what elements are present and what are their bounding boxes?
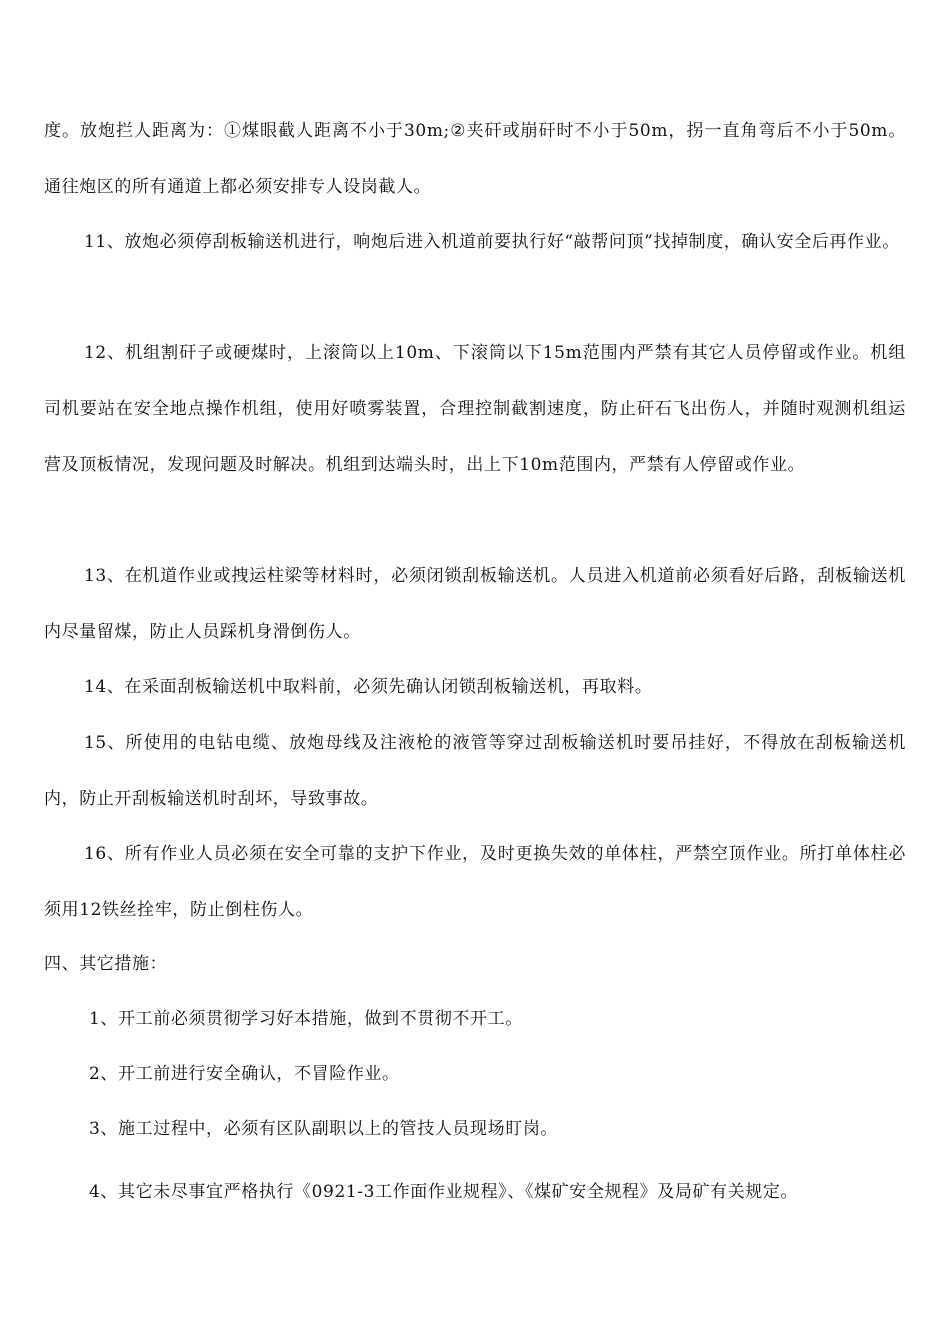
list-item-measure-3: 3、施工过程中，必须有区队副职以上的管技人员现场盯岗。: [89, 1119, 559, 1139]
paragraph-blasting-distance: 度。放炮拦人距离为：①煤眼截人距离不小于30m;②夹矸或崩矸时不小于50m，拐一直角弯后不小于50m。通往炮区的所有通道上都必须安排专人设岗截人。: [44, 121, 906, 197]
list-item-measure-4: 4、其它未尽事宜严格执行《0921-3工作面作业规程》、《煤矿安全规程》及局矿有关规定。: [89, 1182, 799, 1202]
paragraph-item-16: 16、所有作业人员必须在安全可靠的支护下作业，及时更换失效的单体柱，严禁空顶作业。所打单体柱必须用12铁丝拴牢，防止倒柱伤人。: [44, 844, 906, 920]
paragraph-item-12: 12、机组割矸子或硬煤时，上滚筒以上10m、下滚筒以下15m范围内严禁有其它人员停留或作业。机组司机要站在安全地点操作机组，使用好喷雾装置，合理控制截割速度，防止矸石飞出伤人，并随时观测机组运营及顶板情况，发现问题及时解决。机组到达端头时，出上下10m范围内，严禁有人停留或作业。: [44, 343, 906, 475]
list-item-measure-2: 2、开工前进行安全确认，不冒险作业。: [89, 1064, 400, 1084]
paragraph-item-15: 15、所使用的电钻电缆、放炮母线及注液枪的液管等穿过刮板输送机时要吊挂好，不得放在刮板输送机内，防止开刮板输送机时刮坏，导致事故。: [44, 733, 906, 809]
section-heading-other-measures: 四、其它措施：: [44, 954, 168, 974]
list-item-measure-1: 1、开工前必须贯彻学习好本措施，做到不贯彻不开工。: [89, 1009, 523, 1029]
paragraph-item-14: 14、在采面刮板输送机中取料前，必须先确认闭锁刮板输送机，再取料。: [84, 677, 653, 697]
paragraph-item-11: 11、放炮必须停刮板输送机进行，响炮后进入机道前要执行好“敲帮问顶”找掉制度，确认安全后再作业。: [84, 232, 900, 252]
paragraph-item-13: 13、在机道作业或拽运柱梁等材料时，必须闭锁刮板输送机。人员进入机道前必须看好后路，刮板输送机内尽量留煤，防止人员踩机身滑倒伤人。: [44, 566, 906, 642]
